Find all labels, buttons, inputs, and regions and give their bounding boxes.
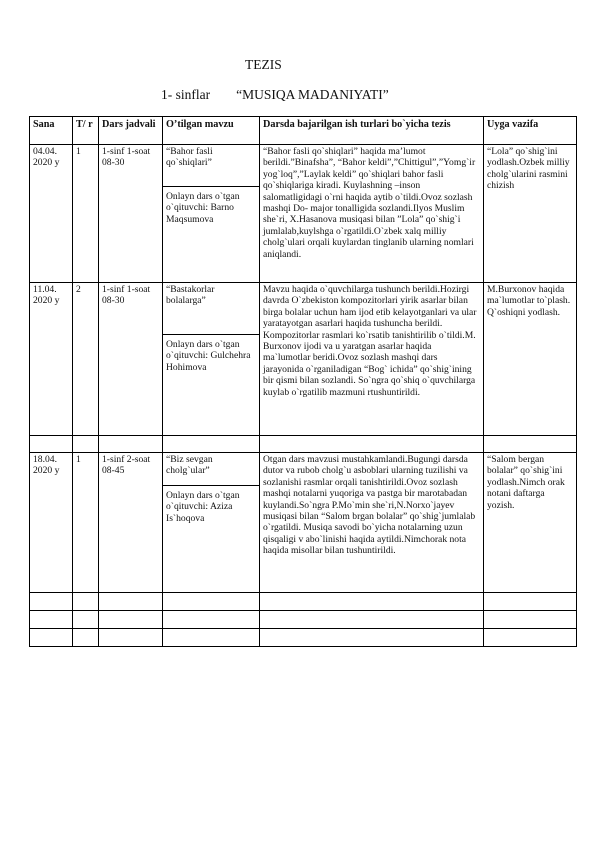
empty-row [30,629,577,647]
cell-dars: 1-sinf 1-soat 08-30 [99,145,163,283]
cell-tr: 1 [73,145,99,283]
empty-row [30,593,577,611]
header-tr: T/ r [73,117,99,145]
cell-vazifa: M.Burxonov haqida ma`lumotlar to`plash. Q`oshiqni yodlash. [484,283,577,436]
cell-sana: 18.04. 2020 y [30,453,73,593]
header-vazifa: Uyga vazifa [484,117,577,145]
lesson-plan-table [29,116,577,647]
topic-title: “Bahor fasli qo`shiqlari” [163,146,259,187]
cell-sana: 11.04. 2020 y [30,283,73,436]
cell-vazifa: “Lola” qo`shig`ini yodlash.Ozbek milliy cholg`ularini rasmini chizish [484,145,577,283]
cell-ishlar: Mavzu haqida o`quvchilarga tushunch berildi.Hozirgi davrda O`zbekiston kompozitorlari yirik asarlar bilan birga bolalar uchun ham ijod etib kelayotganlari va ular yaratayotgan asarlari haqida tushuncha berildi. Kompozitorlar rasmlari ko`rsatib tanishtirilib o`tildi.M. Burxonov ijodi va u yaratgan asarlar haqida ma`lumotlar beridi.Ovoz sozlash mashqi dars jarayonida o`rganiladigan “Bog` ichida” qo`shig`ining bir qismi bilan sozlandi. So`ngra qo`shiq o`quvchilarga kuylab o`rgatilib mazmuni rtushuntirildi. [260,283,484,436]
cell-ishlar: Otgan dars mavzusi mustahkamlandi.Bugungi darsda dutor va rubob cholg`u asboblari ularning tuzilishi va sozlanishi rasmlar orqali tanishtirildi.Ovoz sozlash mashqi notalarni yuqoriga va pastga bir marotabadan kuylandi.So`ngra P.Mo`min she`ri,N.Norxo`jayev musiqasi bilan “Salom brgan bolalar” qo`shig`jumlalab o`rgatildi. Musiqa savodi bo`yicha notalarning uzun qisqaligi v abo`linishi haqida aytildi.Nimchorak nota haqida misollar bilan tushuntirildi. [260,453,484,593]
header-dars: Dars jadvali [99,117,163,145]
cell-sana: 04.04. 2020 y [30,145,73,283]
teacher-name: Onlayn dars o`tgan o`qituvchi: Aziza Is`hoqova [166,490,240,524]
topic-title: “Biz sevgan cholg`ular” [163,454,259,486]
empty-row [30,436,577,453]
cell-ishlar: “Bahor fasli qo`shiqlari” haqida ma’lumot berildi.”Binafsha”, “Bahor keldi”,”Chittigul”,”Yomg`ir yog`loq”,”Laylak keldi” qo`shiqlari bahor fasli qo`shiqlariga kiradi. Kuylashning –inson salomatligidagi o`rni haqida aytib o`tildi.Ovoz sozlash mashqi Do- major tonalligida sozlandi.Ilyos Muslim she`ri, X.Hasanova musiqasi bilan ”Lola” qo`shig`i jumlalab,kuylshga o`rgatildi.O`zbek xalq milliy cholg`ulari orqali kuylardan tinglanib ularning nomlari aniqlandi. [260,145,484,283]
cell-tr: 2 [73,283,99,436]
empty-row [30,611,577,629]
subject-label: “MUSIQA MADANIYATI” [236,87,389,102]
header-mavzu: O’tilgan mavzu [163,117,260,145]
header-sana: Sana [30,117,73,145]
document-subtitle [161,87,389,103]
table-row [30,145,577,283]
table-row [30,453,577,593]
cell-dars: 1-sinf 2-soat 08-45 [99,453,163,593]
teacher-name: Onlayn dars o`tgan o`qituvchi: Barno Maqsumova [166,191,240,225]
grade-label: 1- sinflar [161,87,211,102]
cell-mavzu [163,453,260,593]
topic-title: “Bastakorlar bolalarga” [163,284,259,335]
cell-tr: 1 [73,453,99,593]
cell-dars: 1-sinf 1-soat 08-30 [99,283,163,436]
teacher-name: Onlayn dars o`tgan o`qituvchi: Gulchehra Hohimova [166,339,251,373]
header-ishlar: Darsda bajarilgan ish turlari bo`yicha tezis [260,117,484,145]
table-header-row [30,117,577,145]
cell-vazifa: “Salom bergan bolalar” qo`shig`ini yodlash.Nimch orak notani daftarga yozish. [484,453,577,593]
cell-mavzu [163,283,260,436]
cell-mavzu [163,145,260,283]
table-row [30,283,577,436]
